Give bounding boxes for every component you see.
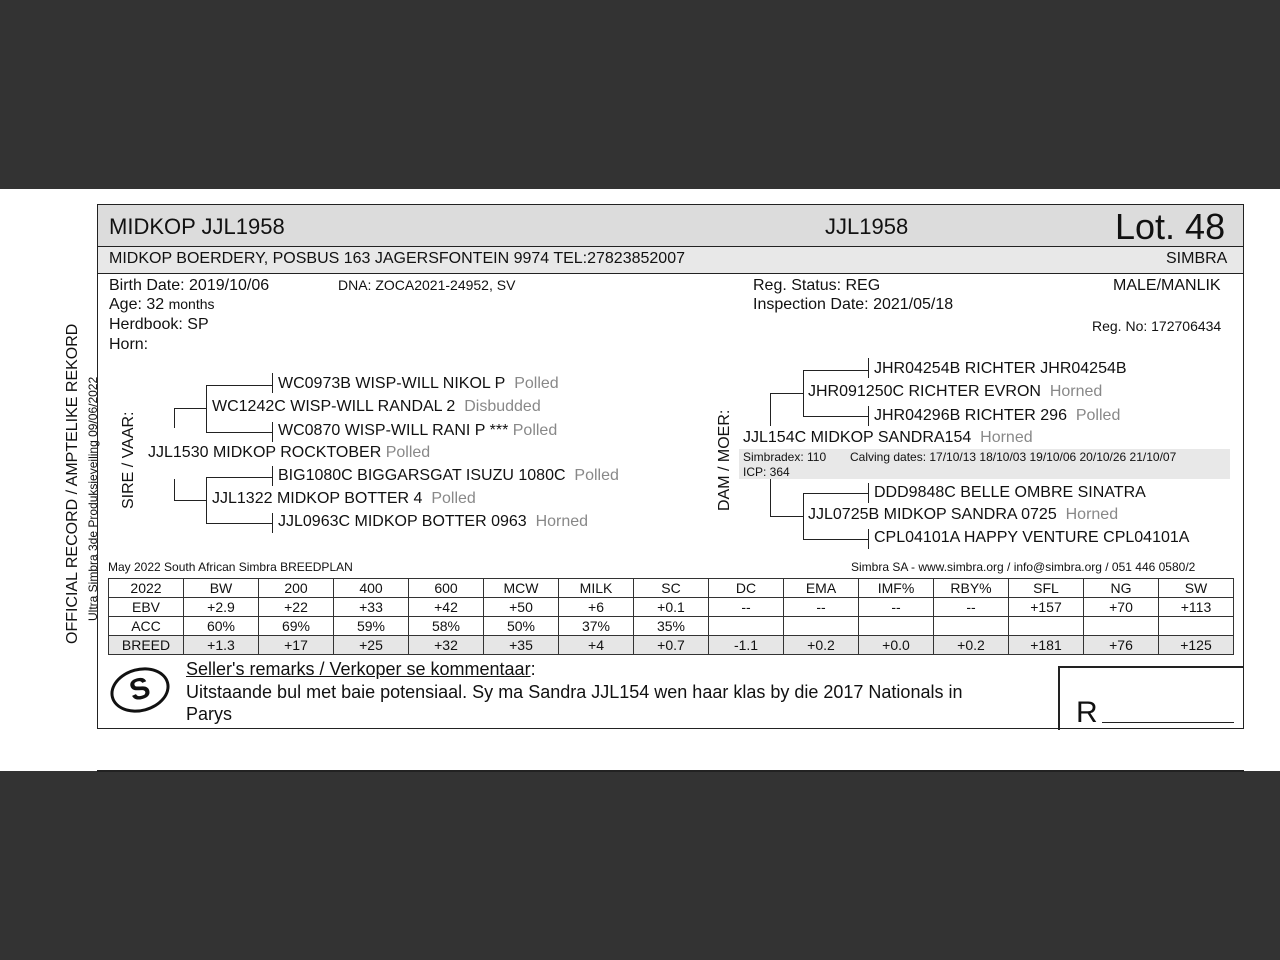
sire-dam-dam: JJL0963C MIDKOP BOTTER 0963 Horned (278, 513, 589, 530)
sire: JJL1530 MIDKOP ROCKTOBER Polled (148, 444, 431, 461)
sex: MALE/MANLIK (1113, 277, 1221, 294)
dam: JJL154C MIDKOP SANDRA154 Horned (743, 429, 1033, 446)
sire-dam-sire: BIG1080C BIGGARSGAT ISUZU 1080C Polled (278, 467, 619, 484)
ebv-row: EBV +2.9 +22 +33 +42 +50 +6 +0.1 -- -- -- -- +157 +70 +113 (109, 598, 1234, 617)
remarks-text-line-1: Uitstaande bul met baie potensiaal. Sy ma Sandra JJL154 wen haar klas by die 2017 Nationals in (186, 682, 963, 702)
reg-status: Reg. Status: REG (753, 277, 881, 294)
catalogue-page (0, 189, 1280, 771)
breedplan-title: May 2022 South African Simbra BREEDPLAN (108, 560, 353, 574)
dam-dam-dam: CPL04101A HAPPY VENTURE CPL04101A (874, 529, 1190, 546)
sale-name-label: Ultra Simbra 3de Produksieveiling 09/06/2022 (86, 376, 100, 621)
sire-dam: JJL1322 MIDKOP BOTTER 4 Polled (212, 490, 476, 507)
dam-sire-sire: JHR04254B RICHTER JHR04254B (874, 360, 1127, 377)
remarks-title: Seller's remarks / Verkoper se kommentaar: (186, 659, 536, 679)
dam-performance-box (739, 449, 1230, 479)
birth-date: Birth Date: 2019/10/06 (109, 277, 270, 294)
reg-number: Reg. No: 172706434 (1092, 318, 1222, 334)
breeder-address: MIDKOP BOERDERY, POSBUS 163 JAGERSFONTEIN 9974 TEL:27823852007 (109, 250, 685, 267)
icp: ICP: 364 (743, 465, 790, 479)
acc-row: ACC 60% 69% 59% 58% 50% 37% 35% (109, 617, 1234, 636)
sire-sire-sire: WC0973B WISP-WILL NIKOL P Polled (278, 375, 559, 392)
sire-label: SIRE / VAAR: (120, 411, 137, 509)
official-record-label: OFFICIAL RECORD / AMPTELIKE REKORD (64, 323, 81, 644)
dam-label: DAM / MOER: (716, 409, 733, 511)
simbradex: Simbradex: 110 (743, 450, 827, 464)
animal-id: JJL1958 (825, 214, 909, 239)
remarks-text-line-2: Parys (186, 704, 233, 724)
calving-dates: Calving dates: 17/10/13 18/10/03 19/10/06 20/10/26 21/10/07 (850, 450, 1177, 464)
next-card-edge (97, 770, 1244, 772)
simbra-logo: S (105, 661, 174, 719)
dna-info: DNA: ZOCA2021-24952, SV (338, 277, 516, 293)
inspection-date: Inspection Date: 2021/05/18 (753, 296, 954, 313)
dam-dam: JJL0725B MIDKOP SANDRA 0725 Horned (808, 506, 1119, 523)
animal-name: MIDKOP JJL1958 (109, 214, 285, 239)
breed-name: SIMBRA (1166, 250, 1228, 267)
dam-sire-dam: JHR04296B RICHTER 296 Polled (874, 407, 1121, 424)
breedplan-contact: Simbra SA - www.simbra.org / info@simbra.org / 051 446 0580/2 (851, 560, 1196, 574)
price-label: R (1076, 696, 1098, 729)
dam-dam-sire: DDD9848C BELLE OMBRE SINATRA (874, 484, 1146, 501)
ebv-table (108, 578, 1234, 655)
price-field-line (1102, 722, 1234, 723)
age-value: Age: 32 (109, 296, 165, 313)
ebv-header-row: 2022 BW 200 400 600 MCW MILK SC DC EMA IMF% RBY% SFL NG SW (109, 579, 1234, 598)
herdbook: Herdbook: SP (109, 316, 209, 333)
sire-sire-dam: WC0870 WISP-WILL RANI P *** Polled (278, 422, 558, 439)
lot-number: Lot. 48 (1115, 206, 1226, 247)
age-unit: months (168, 296, 215, 312)
horn-status: Horn: (109, 336, 149, 353)
breed-average-row: BREED +1.3 +17 +25 +32 +35 +4 +0.7 -1.1 +0.2 +0.0 +0.2 +181 +76 +125 (109, 636, 1234, 655)
dam-sire: JHR091250C RICHTER EVRON Horned (808, 383, 1103, 400)
age (109, 296, 215, 314)
sire-sire: WC1242C WISP-WILL RANDAL 2 Disbudded (212, 398, 541, 415)
